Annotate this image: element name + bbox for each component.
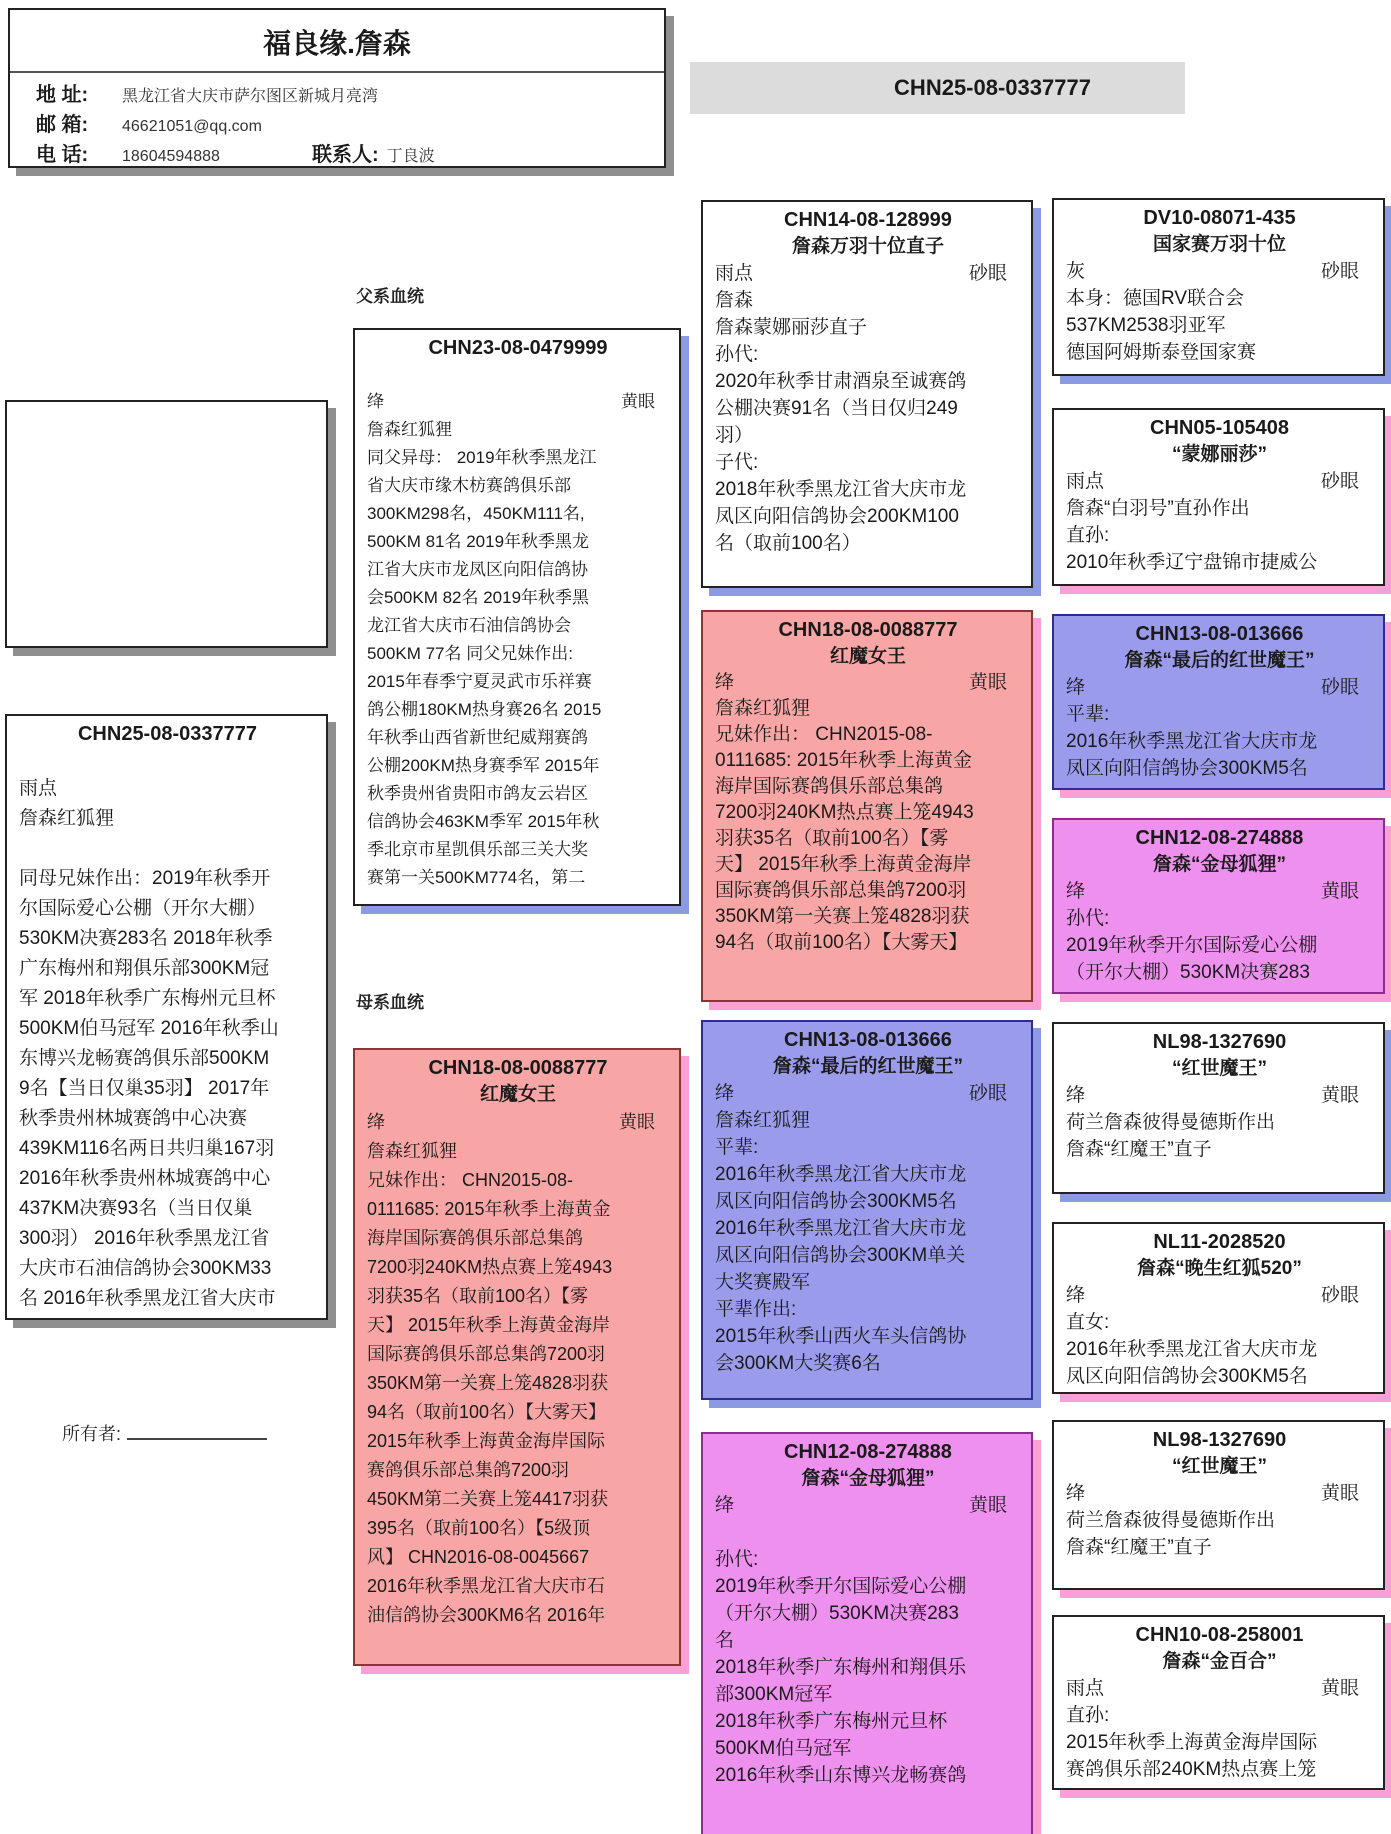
eye-color: 黄眼 bbox=[621, 392, 655, 411]
eye-color: 黄眼 bbox=[619, 1112, 655, 1132]
color-eye-row bbox=[367, 388, 669, 416]
pedigree-card-subject bbox=[5, 714, 328, 1320]
feather-color: 绛 bbox=[1066, 1085, 1086, 1106]
feather-color: 绛 bbox=[1066, 881, 1086, 902]
contact-person-label: 联系人: bbox=[312, 144, 379, 166]
contact-info bbox=[10, 73, 664, 171]
ring-number: CHN18-08-0088777 bbox=[778, 619, 958, 641]
color-eye-row bbox=[19, 774, 316, 804]
color-eye-row bbox=[1066, 468, 1373, 495]
feather-color: 绛 bbox=[1066, 1483, 1086, 1504]
pedigree-text: 本身：德国RV联合会 537KM2538羽亚军 德国阿姆斯泰登国家赛 bbox=[1066, 288, 1257, 363]
pedigree-text: 荷兰詹森彼得曼德斯作出 詹森“红魔王”直子 bbox=[1066, 1112, 1276, 1160]
paternal-line-label: 父系血统 bbox=[356, 287, 424, 306]
pedigree-text: 詹森红狐狸 同母兄妹作出：2019年秋季开 尔国际爱心公棚（开尔大棚） 530KM决赛283名 2018年秋季 广东梅州和翔俱乐部300KM冠 军 2018年秋季广东梅州元旦杯 500KM伯马冠军 2016年秋季山 东博兴龙畅赛鸽俱乐部500KM 9名【当日仅巢35羽】 2017年 秋季贵州林城赛鸽中心决赛 439KM116名两日共归巢167羽 2016年秋季贵州林城赛鸽中心 437KM决赛93名（当日仅巢 300羽） 2016年秋季黑龙江省 大庆市石油信鸽协会300KM33 名 2016年秋季黑龙江省大庆市 bbox=[19, 808, 279, 1309]
color-eye-row bbox=[1066, 1282, 1373, 1309]
pigeon-name: “红世魔王” bbox=[1171, 1058, 1267, 1079]
phone-value: 18604594888 bbox=[122, 148, 220, 165]
color-eye-row bbox=[1066, 258, 1373, 285]
pedigree-text: 詹森红狐狸 兄妹作出： CHN2015-08- 0111685: 2015年秋季上海黄金 海岸国际赛鸽俱乐部总集鸽 7200羽240KM热点赛上笼4943 羽获35名（取前100名）【雾 天】 2015年秋季上海黄金海岸 国际赛鸽俱乐部总集鸽7200羽 350KM第一关赛上笼4828羽获 94名（取前100名）【大雾天】 2015年秋季上海黄金海岸国际 赛鸽俱乐部总集鸽7200羽 450KM第二关赛上笼4417羽获 395名（取前100名）【5级顶 风】 CHN2016-08-0045667 2016年秋季黑龙江省大庆市石 油信鸽协会300KM6名 2016年 bbox=[367, 1141, 613, 1625]
color-eye-row bbox=[1066, 1480, 1373, 1507]
pedigree-text: 詹森红狐狸 平辈: 2016年秋季黑龙江省大庆市龙 凤区向阳信鸽协会300KM5名 2016年秋季黑龙江省大庆市龙 凤区向阳信鸽协会300KM单关 大奖赛殿军 平辈作出: 2015年秋季山西火车头信鸽协 会300KM大奖赛6名 bbox=[715, 1110, 967, 1374]
pedigree-card-grandparent-4 bbox=[701, 1432, 1033, 1834]
pedigree-text: 直孙: 2015年秋季上海黄金海岸国际 赛鸽俱乐部240KM热点赛上笼 bbox=[1066, 1705, 1318, 1780]
email-row bbox=[36, 111, 664, 141]
pedigree-card-greatgrandparent-7 bbox=[1052, 1420, 1385, 1590]
ring-number: CHN18-08-0088777 bbox=[428, 1057, 608, 1079]
pedigree-text: 詹森红狐狸 兄妹作出： CHN2015-08- 0111685: 2015年秋季上海黄金 海岸国际赛鸽俱乐部总集鸽 7200羽240KM热点赛上笼4943 羽获35名（取前100名）【雾 天】 2015年秋季上海黄金海岸 国际赛鸽俱乐部总集鸽7200羽 350KM第一关赛上笼4828羽获 94名（取前100名）【大雾天】 bbox=[715, 698, 974, 953]
pedigree-card-greatgrandparent-5 bbox=[1052, 1022, 1385, 1194]
pedigree-text: 荷兰詹森彼得曼德斯作出 詹森“红魔王”直子 bbox=[1066, 1510, 1276, 1558]
pedigree-card-greatgrandparent-1 bbox=[1052, 198, 1385, 376]
pedigree-card-greatgrandparent-4 bbox=[1052, 818, 1385, 994]
loft-header-box bbox=[8, 8, 666, 168]
eye-color: 黄眼 bbox=[1320, 1085, 1359, 1106]
ring-number: CHN14-08-128999 bbox=[784, 209, 952, 231]
eye-color: 砂眼 bbox=[968, 1083, 1007, 1104]
ring-number: CHN13-08-013666 bbox=[784, 1029, 952, 1051]
address-row bbox=[36, 81, 664, 111]
contact-person-value: 丁良波 bbox=[386, 148, 435, 165]
ring-number: CHN12-08-274888 bbox=[784, 1441, 952, 1463]
pedigree-text: 詹森红狐狸 同父异母： 2019年秋季黑龙江 省大庆市缘木枋赛鸽俱乐部 300KM298名，450KM111名, 500KM 81名 2019年秋季黑龙 江省大庆市龙凤区向阳信鸽协 会500KM 82名 2019年秋季黑 龙江省大庆市石油信鸽协会 500KM 77名 同父兄妹作出: 2015年春季宁夏灵武市乐祥赛 鸽公棚180KM热身赛26名 2015 年秋季山西省新世纪威翔赛鸽 公棚200KM热身赛季军 2015年 秋季贵州省贵阳市鸽友云岩区 信鸽协会463KM季军 2015年秋 季北京市星凯俱乐部三关大奖 赛第一关500KM774名，第二 bbox=[367, 420, 602, 887]
color-eye-row bbox=[367, 1108, 669, 1137]
pigeon-name: 詹森“晚生红狐520” bbox=[1137, 1258, 1302, 1279]
ring-number: CHN05-105408 bbox=[1150, 417, 1289, 439]
ring-number: NL98-1327690 bbox=[1152, 1429, 1287, 1451]
pedigree-text: 直女: 2016年秋季黑龙江省大庆市龙 凤区向阳信鸽协会300KM5名 bbox=[1066, 1312, 1318, 1387]
color-eye-row bbox=[1066, 1675, 1373, 1702]
pigeon-name: “蒙娜丽莎” bbox=[1171, 444, 1267, 465]
ring-number: CHN25-08-0337777 bbox=[77, 723, 257, 745]
feather-color: 雨点 bbox=[1066, 1678, 1105, 1699]
feather-color: 雨点 bbox=[1066, 471, 1105, 492]
eye-color: 黄眼 bbox=[1320, 1678, 1359, 1699]
pedigree-card-grandparent-3 bbox=[701, 1020, 1033, 1400]
pedigree-card-father bbox=[353, 328, 681, 906]
pedigree-text: 詹森 詹森蒙娜丽莎直子 孙代: 2020年秋季甘肃酒泉至诚赛鸽 公棚决赛91名（当日仅归249 羽） 子代: 2018年秋季黑龙江省大庆市龙 凤区向阳信鸽协会200KM100 名（取前100名） bbox=[715, 290, 967, 554]
pedigree-card-greatgrandparent-8 bbox=[1052, 1615, 1385, 1790]
pedigree-card-grandparent-1 bbox=[701, 200, 1033, 588]
pedigree-text: 詹森“白羽号”直孙作出 直孙: 2010年秋季辽宁盘锦市捷威公 bbox=[1066, 498, 1318, 573]
eye-color: 黄眼 bbox=[1320, 881, 1359, 902]
pigeon-name: 詹森“金母狐狸” bbox=[1152, 854, 1286, 875]
feather-color: 绛 bbox=[1066, 1285, 1086, 1306]
color-eye-row bbox=[715, 1080, 1021, 1107]
eye-color: 黄眼 bbox=[968, 672, 1007, 693]
feather-color: 绛 bbox=[715, 1495, 735, 1516]
feather-color: 绛 bbox=[715, 1083, 735, 1104]
feather-color: 绛 bbox=[1066, 677, 1086, 698]
eye-color: 砂眼 bbox=[1320, 1285, 1359, 1306]
ring-number: CHN12-08-274888 bbox=[1135, 827, 1304, 849]
pigeon-name: 詹森“金百合” bbox=[1162, 1651, 1277, 1672]
pigeon-name: 詹森“金母狐狸” bbox=[801, 1468, 935, 1489]
ring-number-banner: CHN25-08-0337777 bbox=[690, 62, 1185, 114]
pigeon-name: 国家赛万羽十位 bbox=[1152, 234, 1286, 255]
phone-row bbox=[36, 141, 664, 171]
owner-blank-line bbox=[127, 1423, 267, 1440]
eye-color: 砂眼 bbox=[1320, 261, 1359, 282]
pedigree-card-greatgrandparent-3 bbox=[1052, 614, 1385, 790]
pedigree-text: 孙代: 2019年秋季开尔国际爱心公棚 （开尔大棚）530KM决赛283 名 2018年秋季广东梅州和翔俱乐 部300KM冠军 2018年秋季广东梅州元旦杯 500KM伯马冠军 2016年秋季山东博兴龙畅赛鸽 bbox=[715, 1549, 967, 1786]
feather-color: 绛 bbox=[715, 672, 735, 693]
address-label: 地 址: bbox=[36, 84, 89, 106]
owner-label: 所有者: bbox=[62, 1424, 122, 1444]
owner-row bbox=[62, 1420, 267, 1446]
pigeon-name: 詹森“最后的红世魔王” bbox=[1124, 650, 1315, 671]
feather-color: 绛 bbox=[367, 1112, 385, 1132]
email-value: 46621051@qq.com bbox=[122, 118, 262, 135]
maternal-line-label: 母系血统 bbox=[356, 993, 424, 1012]
eye-color: 砂眼 bbox=[968, 263, 1007, 284]
phone-label: 电 话: bbox=[36, 144, 89, 166]
eye-color: 黄眼 bbox=[968, 1495, 1007, 1516]
color-eye-row bbox=[715, 670, 1021, 696]
ring-number: CHN13-08-013666 bbox=[1135, 623, 1304, 645]
pigeon-name: 詹森万羽十位直子 bbox=[791, 236, 944, 257]
eye-color: 砂眼 bbox=[1320, 677, 1359, 698]
pedigree-card-greatgrandparent-2 bbox=[1052, 408, 1385, 586]
color-eye-row bbox=[715, 260, 1021, 287]
pedigree-card-greatgrandparent-6 bbox=[1052, 1222, 1385, 1394]
pigeon-name bbox=[19, 748, 316, 774]
pedigree-text: 平辈: 2016年秋季黑龙江省大庆市龙 凤区向阳信鸽协会300KM5名 bbox=[1066, 704, 1318, 779]
pigeon-name: 红魔女王 bbox=[479, 1084, 556, 1105]
eye-color: 砂眼 bbox=[1320, 471, 1359, 492]
ring-number: NL11-2028520 bbox=[1153, 1231, 1286, 1253]
pedigree-text: 孙代: 2019年秋季开尔国际爱心公棚 （开尔大棚）530KM决赛283 bbox=[1066, 908, 1318, 983]
color-eye-row bbox=[1066, 674, 1373, 701]
photo-placeholder bbox=[5, 400, 328, 648]
pedigree-card-mother bbox=[353, 1048, 681, 1666]
color-eye-row bbox=[1066, 878, 1373, 905]
ring-number: CHN10-08-258001 bbox=[1135, 1624, 1304, 1646]
feather-color: 绛 bbox=[367, 392, 384, 411]
email-label: 邮 箱: bbox=[36, 114, 89, 136]
ring-number: DV10-08071-435 bbox=[1143, 207, 1296, 229]
feather-color: 灰 bbox=[1066, 261, 1086, 282]
color-eye-row bbox=[715, 1492, 1021, 1519]
pigeon-name: 詹森“最后的红世魔王” bbox=[772, 1056, 963, 1077]
ring-number: CHN23-08-0479999 bbox=[428, 337, 608, 359]
loft-title: 福良缘.詹森 bbox=[10, 10, 664, 73]
color-eye-row bbox=[1066, 1082, 1373, 1109]
feather-color: 雨点 bbox=[715, 263, 754, 284]
eye-color: 黄眼 bbox=[1320, 1483, 1359, 1504]
pigeon-name: “红世魔王” bbox=[1171, 1456, 1267, 1477]
pigeon-name: 红魔女王 bbox=[829, 646, 906, 667]
address-value: 黑龙江省大庆市萨尔图区新城月亮湾 bbox=[122, 88, 379, 105]
pedigree-card-grandparent-2 bbox=[701, 610, 1033, 1002]
feather-color: 雨点 bbox=[19, 778, 58, 799]
ring-number: NL98-1327690 bbox=[1152, 1031, 1287, 1053]
pigeon-name bbox=[367, 362, 669, 388]
